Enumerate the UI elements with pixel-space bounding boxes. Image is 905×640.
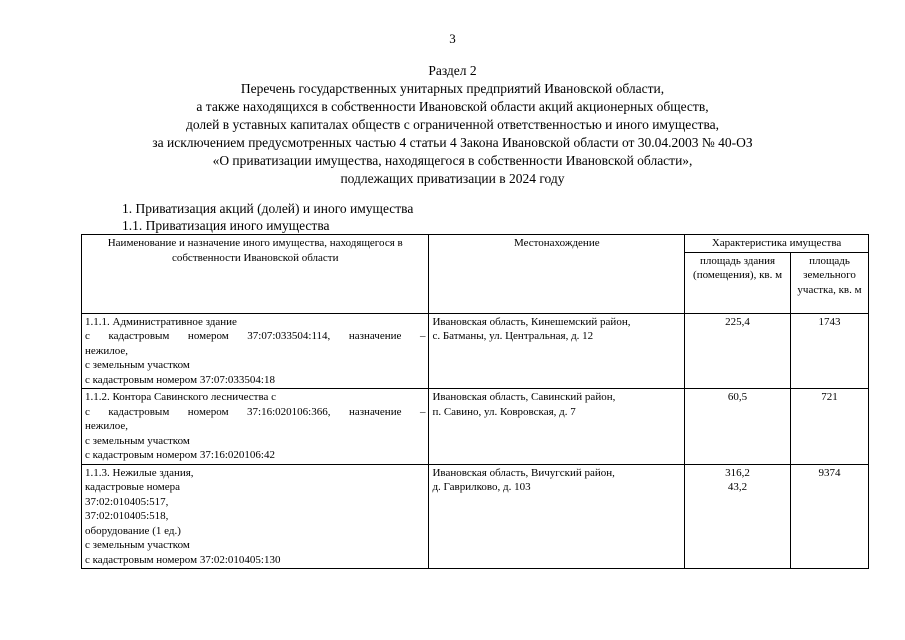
- name-line: 37:02:010405:517,: [85, 495, 169, 508]
- header-characteristics: Характеристика имущества: [685, 235, 869, 253]
- name-line: с кадастровым номером 37:07:033504:18: [85, 373, 275, 386]
- table-row: [82, 389, 869, 465]
- name-line: 1.1.3. Нежилые здания,: [85, 466, 194, 479]
- page-number: 3: [449, 31, 456, 46]
- row-name: [82, 464, 429, 569]
- row-name: [82, 313, 429, 389]
- subheading-privatization: 1. Приватизация акций (долей) и иного имущества: [122, 201, 414, 216]
- heading-line: а также находящихся в собственности Ивановской области акций акционерных обществ,: [196, 99, 709, 114]
- name-line: с кадастровым номером 37:16:020106:366, назначение –: [85, 405, 426, 418]
- name-line: с земельным участком: [85, 539, 190, 551]
- name-line: нежилое,: [85, 420, 129, 432]
- header-land-area: площадь земельного участка, кв. м: [791, 252, 869, 313]
- table-header-row: [82, 235, 869, 253]
- table-row: [82, 313, 869, 389]
- location-line: д. Гаврилково, д. 103: [432, 481, 531, 493]
- location-line: Ивановская область, Вичугский район,: [432, 466, 615, 479]
- section-title: Раздел 2: [428, 63, 477, 78]
- heading-line: за исключением предусмотренных частью 4 статьи 4 Закона Ивановской области от 30.04.2003 № 40-ОЗ: [152, 135, 753, 150]
- name-line: с кадастровым номером 37:07:033504:114, назначение –: [85, 330, 426, 342]
- name-line: кадастровые номера: [85, 481, 180, 493]
- heading-line: подлежащих приватизации в 2024 году: [340, 171, 565, 186]
- row-location: [429, 313, 685, 389]
- building-area-value: 43,2: [727, 481, 748, 493]
- header-location: Местонахождение: [429, 235, 685, 314]
- heading-line: «О приватизации имущества, находящегося в собственности Ивановской области»,: [212, 153, 693, 168]
- section-heading: [0, 62, 905, 188]
- heading-line: долей в уставных капиталах обществ с ограниченной ответственностью и иного имущества,: [185, 117, 720, 132]
- building-area-value: 60,5: [727, 391, 748, 403]
- heading-line: Перечень государственных унитарных предприятий Ивановской области,: [240, 81, 665, 96]
- location-line: п. Савино, ул. Ковровская, д. 7: [432, 405, 576, 418]
- row-land-area: 9374: [791, 464, 869, 569]
- row-land-area: 721: [791, 389, 869, 465]
- name-line: с кадастровым номером 37:02:010405:130: [85, 553, 281, 566]
- location-line: с. Батманы, ул. Центральная, д. 12: [432, 330, 594, 342]
- building-area-value: 225,4: [725, 315, 750, 328]
- property-table: [81, 234, 869, 569]
- location-line: Ивановская область, Савинский район,: [432, 391, 616, 403]
- row-building-area: [685, 313, 791, 389]
- name-line: 37:02:010405:518,: [85, 510, 169, 522]
- building-area-value: 316,2: [725, 466, 750, 479]
- name-line: 1.1.2. Контора Савинского лесничества с: [85, 391, 277, 403]
- row-building-area: [685, 464, 791, 569]
- location-line: Ивановская область, Кинешемский район,: [432, 315, 631, 328]
- name-line: 1.1.1. Административное здание: [85, 315, 237, 328]
- row-location: [429, 389, 685, 465]
- name-line: с земельным участком: [85, 359, 190, 371]
- name-line: с земельным участком: [85, 434, 190, 447]
- name-line: с кадастровым номером 37:16:020106:42: [85, 449, 275, 461]
- header-name: Наименование и назначение иного имущества, находящегося в собственности Ивановской области: [82, 235, 429, 314]
- row-location: [429, 464, 685, 569]
- header-building-area: площадь здания (помещения), кв. м: [685, 252, 791, 313]
- row-building-area: [685, 389, 791, 465]
- row-land-area: 1743: [791, 313, 869, 389]
- name-line: оборудование (1 ед.): [85, 524, 181, 537]
- row-name: [82, 389, 429, 465]
- name-line: нежилое,: [85, 344, 129, 357]
- table-row: [82, 464, 869, 569]
- subheading-other-property: 1.1. Приватизация иного имущества: [122, 218, 330, 233]
